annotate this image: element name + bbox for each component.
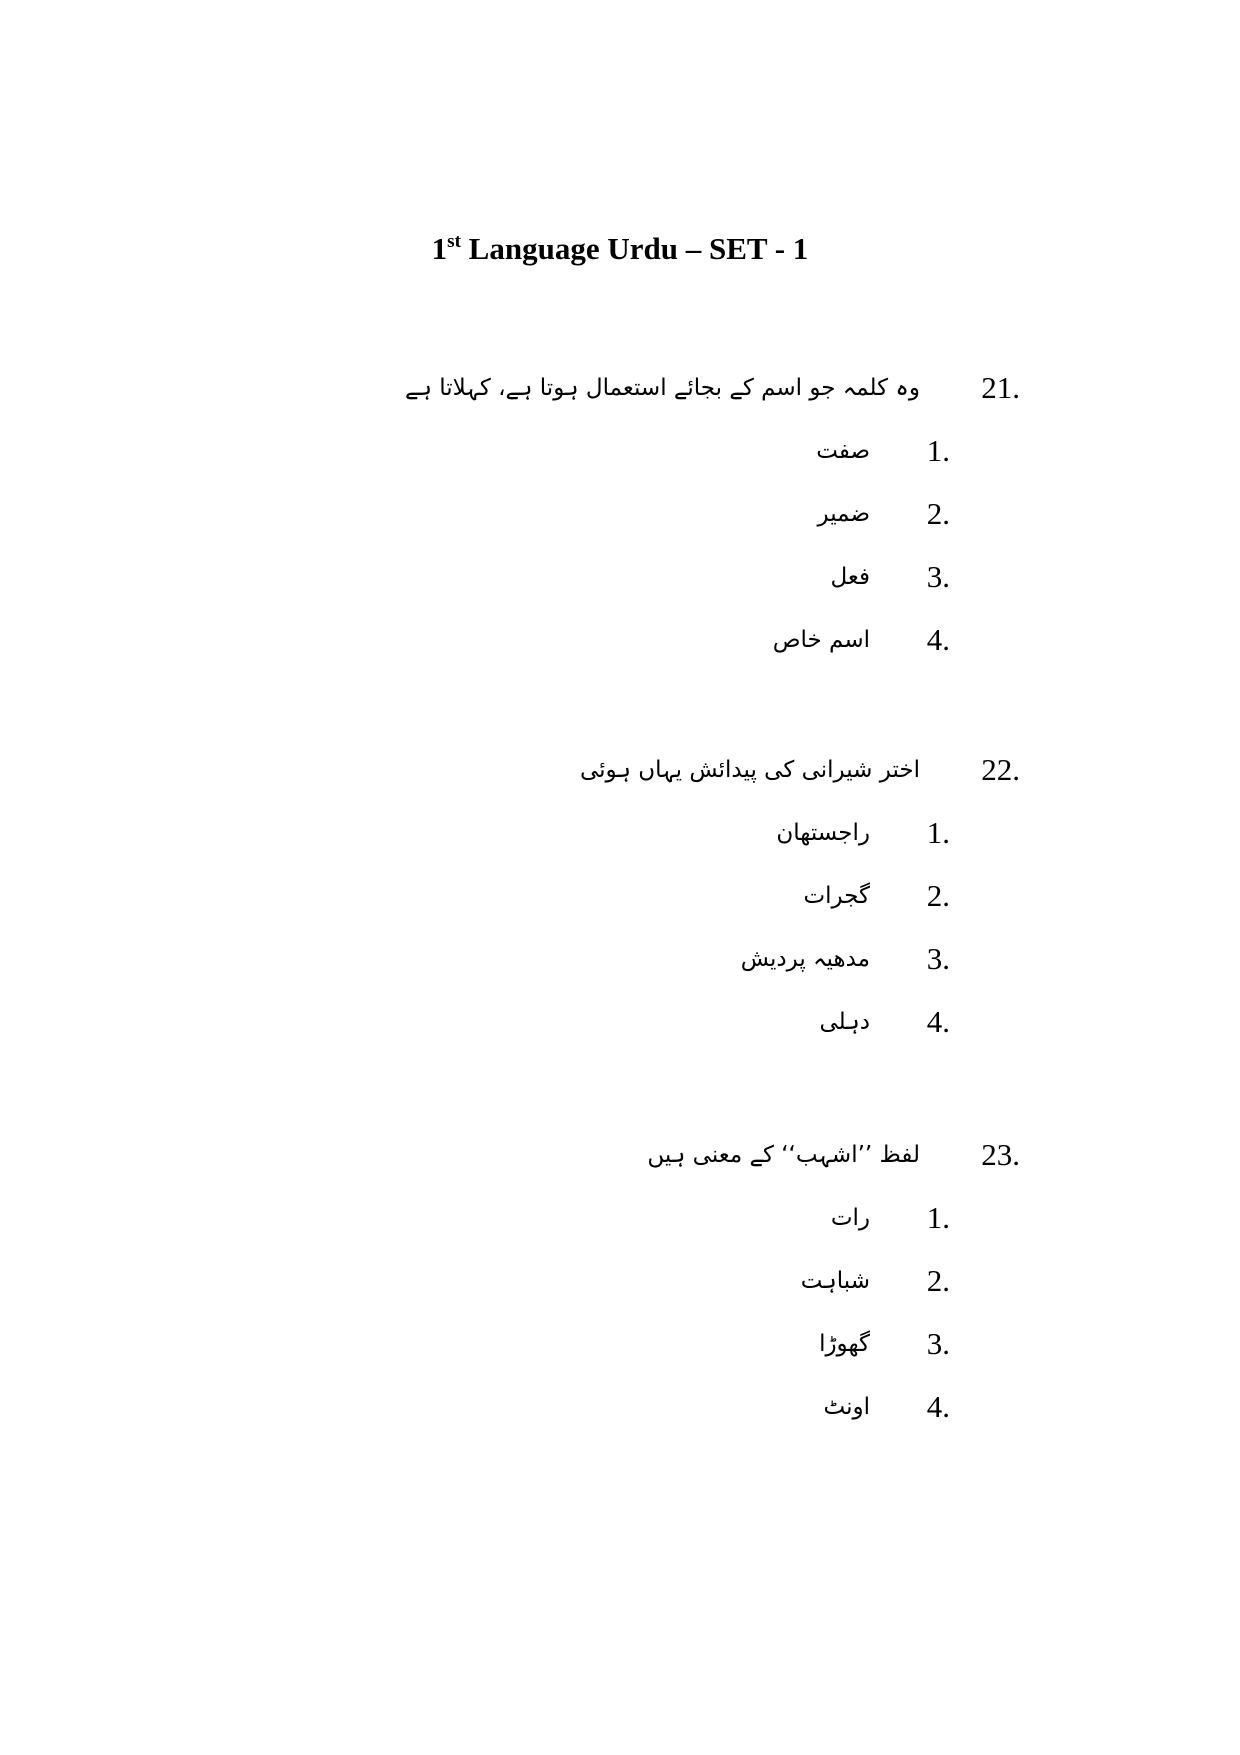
option-number: 1. — [926, 433, 950, 468]
option-text: گھوڑا — [819, 1331, 870, 1357]
question-21-option-3 — [0, 549, 1240, 605]
option-text: رات — [830, 1205, 870, 1231]
option-number: 2. — [926, 496, 950, 531]
option-number: 4. — [926, 622, 950, 657]
option-number: 3. — [926, 1326, 950, 1361]
title-ordinal-suffix: st — [447, 231, 461, 252]
question-number: 23. — [981, 1137, 1020, 1172]
title-text: Language Urdu – SET - 1 — [460, 231, 809, 266]
question-text: وہ کلمہ جو اسم کے بجائے استعمال ہوتا ہے، کہلاتا ہے — [404, 375, 920, 401]
question-23-option-1 — [0, 1190, 1240, 1246]
title-ordinal-number: 1 — [431, 231, 448, 266]
option-number: 3. — [926, 941, 950, 976]
question-23 — [0, 1125, 1240, 1185]
question-number: 22. — [981, 752, 1020, 787]
question-21-option-2 — [0, 486, 1240, 542]
option-number: 3. — [926, 559, 950, 594]
question-text: اختر شیرانی کی پیدائش یہاں ہوئی — [579, 757, 920, 783]
option-text: ضمیر — [817, 501, 870, 527]
question-21 — [0, 358, 1240, 418]
option-number: 2. — [926, 878, 950, 913]
option-number: 2. — [926, 1263, 950, 1298]
option-text: اسم خاص — [772, 627, 870, 653]
option-text: شباہت — [800, 1268, 870, 1294]
question-number: 21. — [981, 370, 1020, 405]
question-21-option-1 — [0, 423, 1240, 479]
option-text: راجستھان — [776, 820, 870, 846]
option-text: فعل — [830, 564, 870, 590]
question-22 — [0, 740, 1240, 800]
question-22-option-3 — [0, 931, 1240, 987]
question-23-option-3 — [0, 1316, 1240, 1372]
option-text: دہلی — [819, 1009, 870, 1035]
question-21-option-4 — [0, 612, 1240, 668]
question-22-option-1 — [0, 805, 1240, 861]
option-text: صفت — [816, 438, 870, 464]
page-title — [0, 222, 1240, 269]
option-number: 1. — [926, 815, 950, 850]
option-text: گجرات — [803, 883, 870, 909]
question-23-option-2 — [0, 1253, 1240, 1309]
option-number: 1. — [926, 1200, 950, 1235]
option-number: 4. — [926, 1389, 950, 1424]
option-number: 4. — [926, 1004, 950, 1039]
question-22-option-4 — [0, 994, 1240, 1050]
option-text: اونٹ — [823, 1394, 870, 1420]
question-22-option-2 — [0, 868, 1240, 924]
question-23-option-4 — [0, 1379, 1240, 1435]
option-text: مدھیہ پردیش — [740, 946, 870, 972]
question-text: لفظ ’’اشہب‘‘ کے معنی ہیں — [647, 1142, 920, 1168]
